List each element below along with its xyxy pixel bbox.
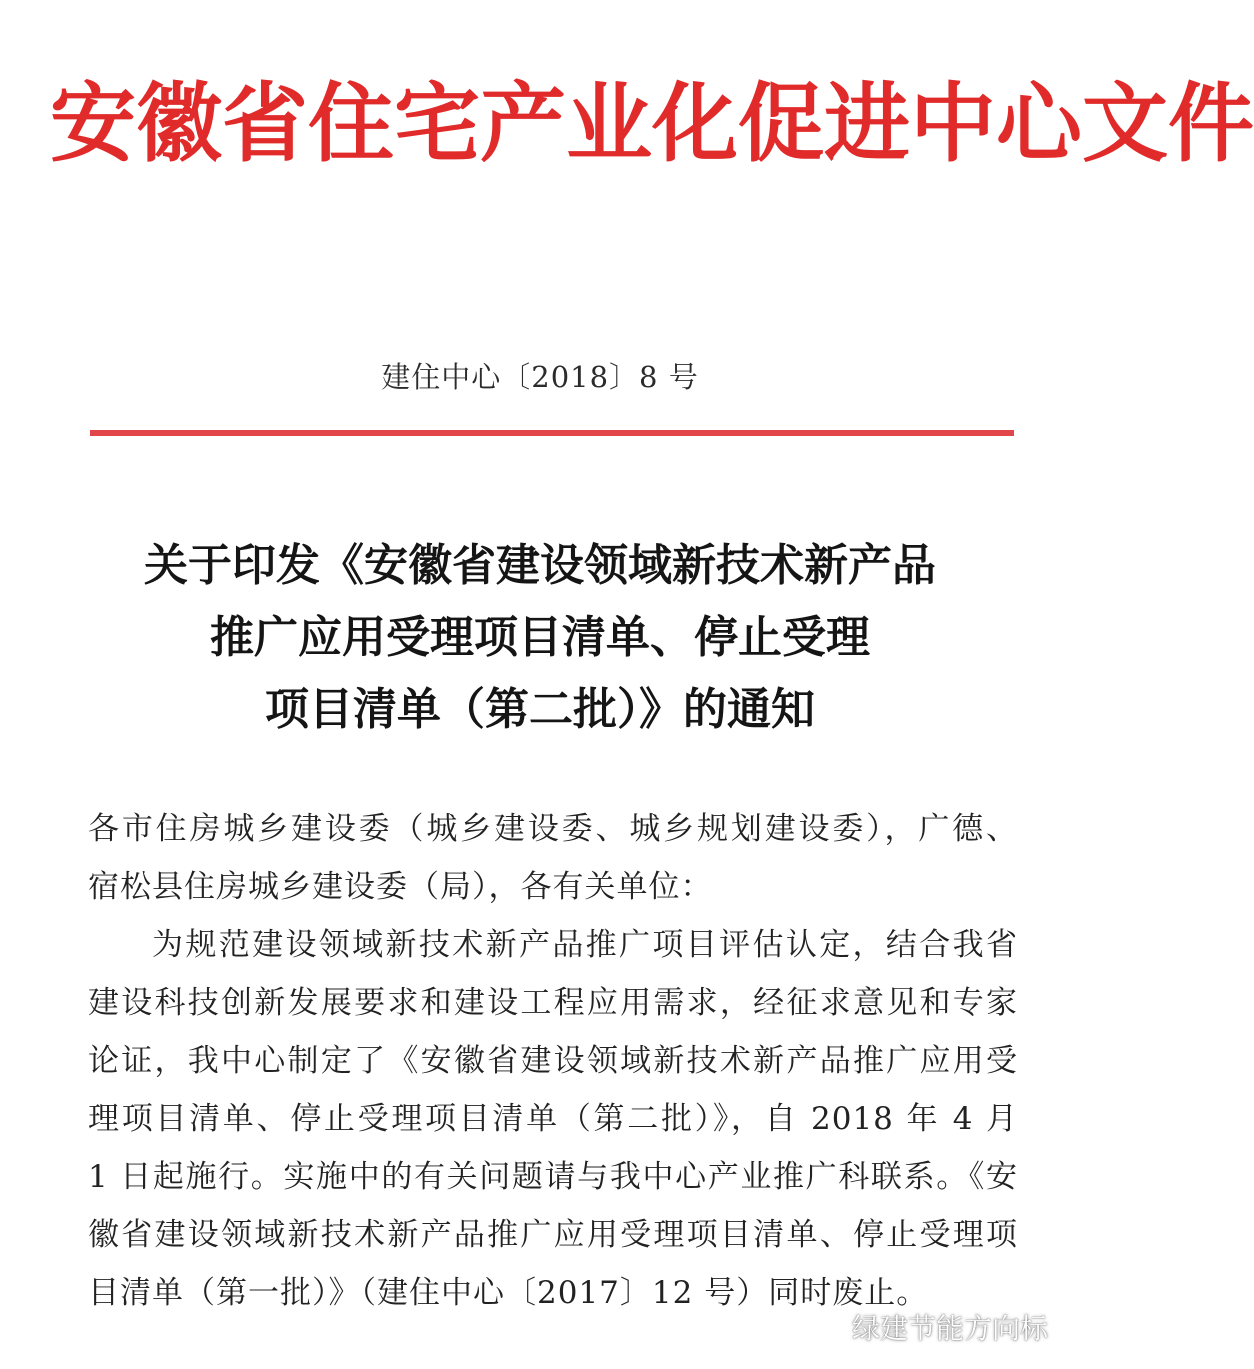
- body-line-2: 宿松县住房城乡建设委（局），各有关单位：: [88, 869, 713, 905]
- watermark-text: 绿建节能方向标: [851, 1312, 1048, 1345]
- notice-title-line-1: 关于印发《安徽省建设领域新技术新产品: [144, 540, 936, 591]
- body-line-9: 目清单（第一批）》（建住中心〔2017〕12 号）同时废止。: [88, 1275, 929, 1311]
- red-divider-line: [90, 430, 1014, 436]
- body-line-1: 各市住房城乡建设委（城乡建设委、城乡规划建设委），广德、: [88, 811, 1018, 847]
- body-line-5: 论证，我中心制定了《安徽省建设领域新技术新产品推广应用受: [88, 1043, 1018, 1079]
- wechat-watermark: [808, 1307, 1048, 1347]
- document-number: 建住中心〔2018〕8 号: [381, 360, 699, 394]
- wechat-icon: [808, 1312, 842, 1342]
- body-line-6: 理项目清单、停止受理项目清单（第二批）》，自 2018 年 4 月: [88, 1101, 1018, 1137]
- notice-title-line-3: 项目清单（第二批）》的通知: [265, 684, 815, 735]
- notice-body: [88, 800, 1018, 1322]
- document-header-title: 安徽省住宅产业化促进中心文件: [50, 73, 1254, 174]
- notice-title: [60, 530, 1020, 746]
- body-line-8: 徽省建设领域新技术新产品推广应用受理项目清单、停止受理项: [88, 1217, 1018, 1253]
- body-line-3: 为规范建设领域新技术新产品推广项目评估认定，结合我省: [152, 927, 1018, 963]
- body-line-4: 建设科技创新发展要求和建设工程应用需求，经征求意见和专家: [88, 985, 1018, 1021]
- body-line-7: 1 日起施行。实施中的有关问题请与我中心产业推广科联系。《安: [88, 1159, 1018, 1195]
- notice-title-line-2: 推广应用受理项目清单、停止受理: [210, 612, 870, 663]
